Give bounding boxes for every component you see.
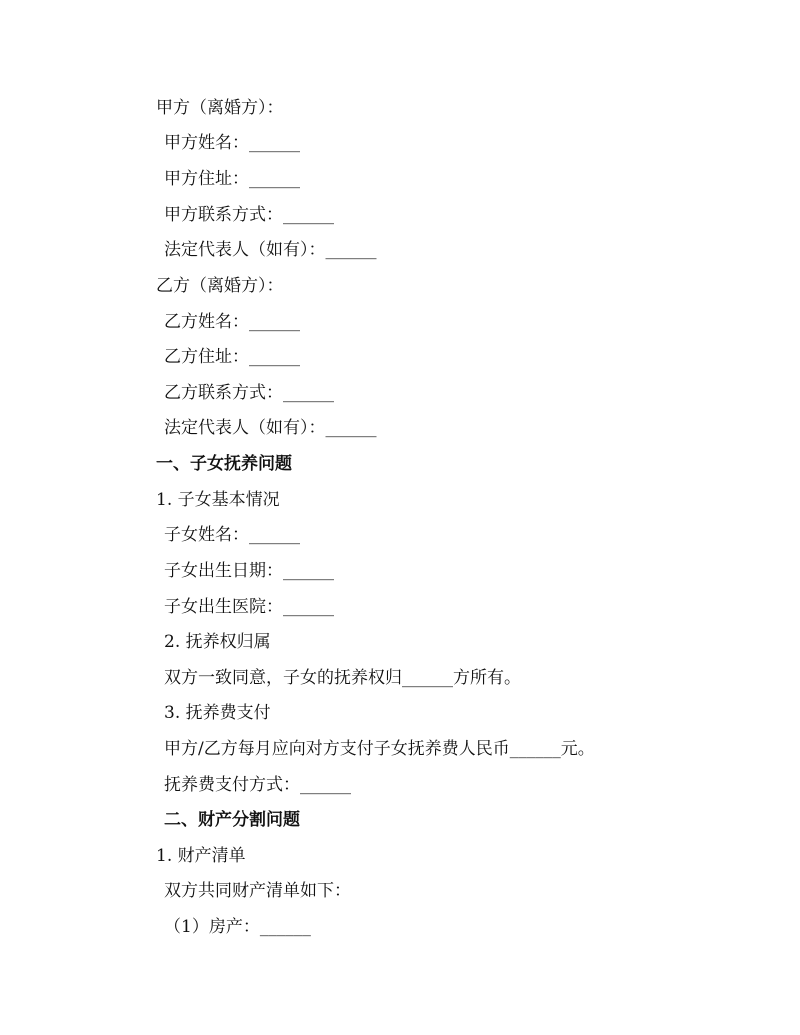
section-2-item-1-title: 1. 财产清单 bbox=[156, 846, 246, 866]
party-b-name: 乙方姓名：______ bbox=[164, 312, 300, 332]
property-list-intro: 双方共同财产清单如下： bbox=[164, 881, 351, 901]
section-1-title: 一、子女抚养问题 bbox=[156, 454, 292, 474]
party-a-name: 甲方姓名：______ bbox=[164, 133, 300, 153]
section-1-item-3-title: 3. 抚养费支付 bbox=[164, 703, 271, 723]
party-b-contact: 乙方联系方式：______ bbox=[164, 383, 334, 403]
section-2-title: 二、财产分割问题 bbox=[164, 810, 300, 830]
party-a-heading: 甲方（离婚方）： bbox=[156, 98, 284, 118]
support-fee-text: 甲方/乙方每月应向对方支付子女抚养费人民币______元。 bbox=[164, 739, 595, 759]
party-a-address: 甲方住址：______ bbox=[164, 169, 300, 189]
custody-text: 双方一致同意，子女的抚养权归______方所有。 bbox=[164, 668, 521, 688]
party-b-legal-rep: 法定代表人（如有）：______ bbox=[164, 418, 377, 438]
party-b-address: 乙方住址：______ bbox=[164, 347, 300, 367]
section-1-item-2-title: 2. 抚养权归属 bbox=[164, 632, 271, 652]
support-fee-method: 抚养费支付方式：______ bbox=[164, 775, 351, 795]
child-name: 子女姓名：______ bbox=[164, 525, 300, 545]
child-birth-date: 子女出生日期：______ bbox=[164, 561, 334, 581]
party-a-contact: 甲方联系方式：______ bbox=[164, 205, 334, 225]
property-house: （1）房产：______ bbox=[164, 917, 311, 937]
child-birth-hospital: 子女出生医院：______ bbox=[164, 597, 334, 617]
party-b-heading: 乙方（离婚方）： bbox=[156, 276, 284, 296]
section-1-item-1-title: 1. 子女基本情况 bbox=[156, 490, 280, 510]
party-a-legal-rep: 法定代表人（如有）：______ bbox=[164, 240, 377, 260]
